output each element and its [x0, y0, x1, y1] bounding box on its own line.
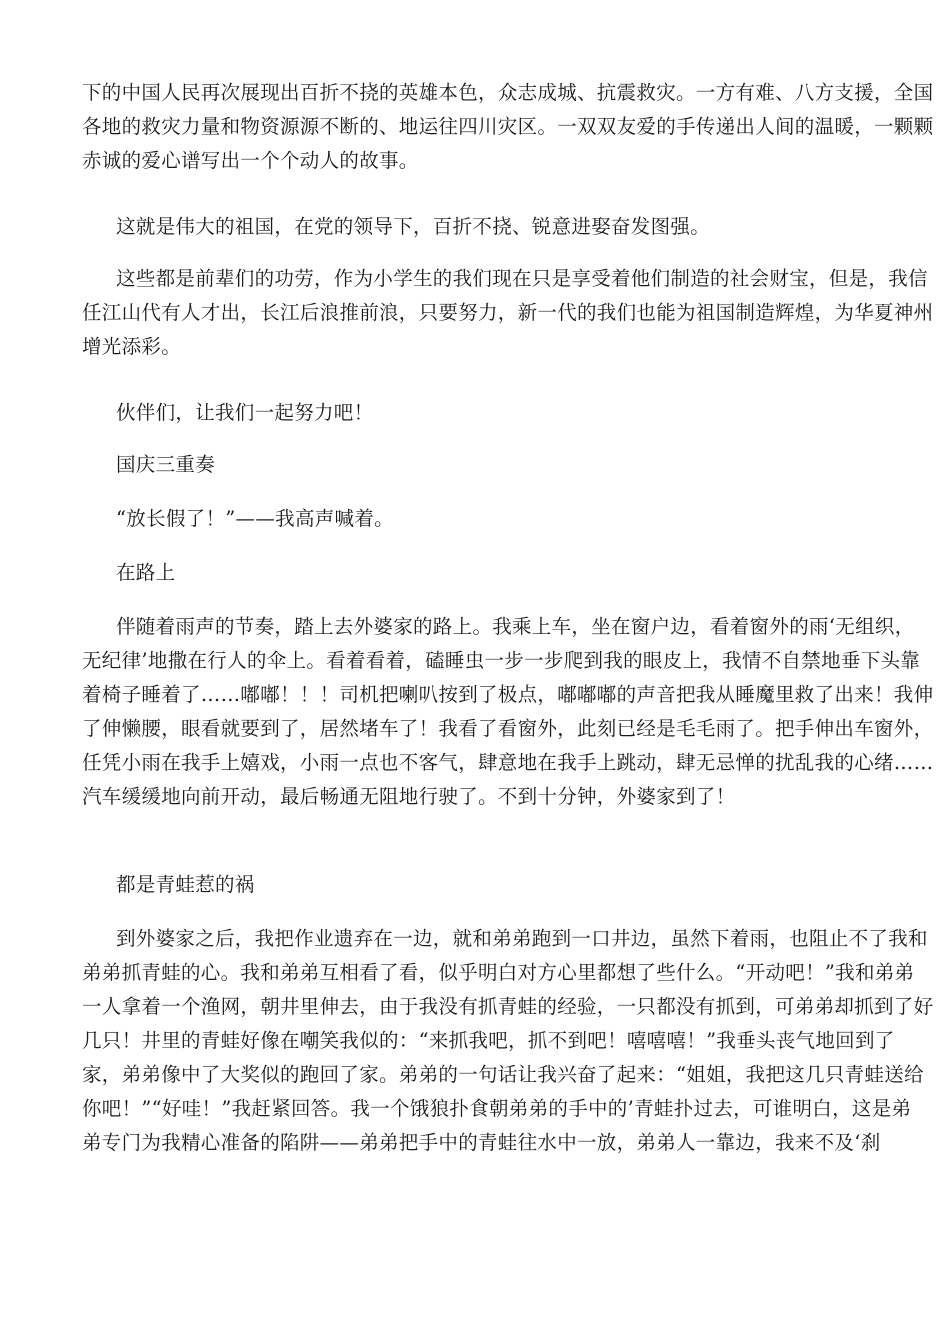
text-line: 下的中国人民再次展现出百折不挠的英雄本色，众志成城、抗震救灾。一方有难、八方支援，全国	[82, 81, 934, 104]
text-line: 几只！井里的青蛙好像在嘲笑我似的：“来抓我吧，抓不到吧！嘻嘻嘻！”我垂头丧气地回到了	[82, 1029, 895, 1052]
text-line: 这些都是前辈们的功劳，作为小学生的我们现在只是享受着他们制造的社会财宝，但是，我信	[116, 267, 928, 290]
paragraph-rain-journey	[82, 610, 934, 814]
paragraph-long-holiday	[82, 502, 872, 536]
text-line: 伴随着雨声的节奏，踏上去外婆家的路上。我乘上车，坐在窗户边，看着窗外的雨‘无组织，	[116, 615, 915, 638]
text-line: 弟弟抓青蛙的心。我和弟弟互相看了看，似乎明白对方心里都想了些什么。“开动吧！”我和弟弟	[82, 961, 915, 984]
text-line: 了伸懒腰，眼看就要到了，居然堵车了！我看了看窗外，此刻已经是毛毛雨了。把手伸出车窗外，	[82, 717, 934, 740]
text-line: 着椅子睡着了……嘟嘟！！！司机把喇叭按到了极点，嘟嘟嘟的声音把我从睡魔里救了出来！我伸	[82, 683, 934, 706]
text-line: 这就是伟大的祖国，在党的领导下，百折不挠、锐意进娶奋发图强。	[116, 215, 711, 238]
text-line: 增光添彩。	[82, 335, 182, 358]
text-line: 国庆三重奏	[116, 453, 216, 476]
text-line: 赤诚的爱心谱写出一个个动人的故事。	[82, 149, 419, 172]
paragraph-heroic-spirit	[82, 76, 934, 178]
text-line: 无纪律’地撒在行人的伞上。看着看着，磕睡虫一步一步爬到我的眼皮上，我情不自禁地垂下头靠	[82, 649, 921, 672]
text-line: 在路上	[116, 561, 176, 584]
text-line: 汽车缓缓地向前开动，最后畅通无阻地行驶了。不到十分钟，外婆家到了！	[82, 785, 736, 808]
paragraph-great-motherland	[82, 210, 872, 244]
text-line: 各地的救灾力量和物资源源不断的、地运往四川灾区。一双双友爱的手传递出人间的温暖，一颗颗	[82, 115, 934, 138]
section-title-frog-trouble	[82, 868, 872, 902]
section-title-national-day-trio	[82, 448, 872, 482]
text-line: 到外婆家之后，我把作业遗弃在一边，就和弟弟跑到一口井边，虽然下着雨，也阻止不了我和	[116, 927, 928, 950]
text-line: 任江山代有人才出，长江后浪推前浪，只要努力，新一代的我们也能为祖国制造辉煌，为华夏神州	[82, 301, 934, 324]
text-line: 任凭小雨在我手上嬉戏，小雨一点也不客气，肆意地在我手上跳动，肆无忌惮的扰乱我的心绪……	[82, 751, 934, 774]
paragraph-catching-frogs	[82, 922, 934, 1160]
text-line: 一人拿着一个渔网，朝井里伸去，由于我没有抓青蛙的经验，一只都没有抓到，可弟弟却抓到了好	[82, 995, 934, 1018]
text-line: “放长假了！”——我高声喊着。	[116, 507, 394, 530]
text-line: 家，弟弟像中了大奖似的跑回了家。弟弟的一句话让我兴奋了起来：“姐姐，我把这几只青蛙送给	[82, 1063, 924, 1086]
text-line: 你吧！”“好哇！”我赶紧回答。我一个饿狼扑食朝弟弟的手中的’青蛙扑过去，可谁明白，这是弟	[82, 1097, 912, 1120]
text-line: 伙伴们，让我们一起努力吧！	[116, 401, 374, 424]
text-line: 都是青蛙惹的祸	[116, 873, 255, 896]
text-line: 弟专门为我精心准备的陷阱——弟弟把手中的青蛙往水中一放，弟弟人一靠边，我来不及‘刹	[82, 1131, 881, 1154]
paragraph-predecessors	[82, 262, 934, 364]
section-title-on-the-road	[82, 556, 872, 590]
paragraph-partners	[82, 396, 872, 430]
